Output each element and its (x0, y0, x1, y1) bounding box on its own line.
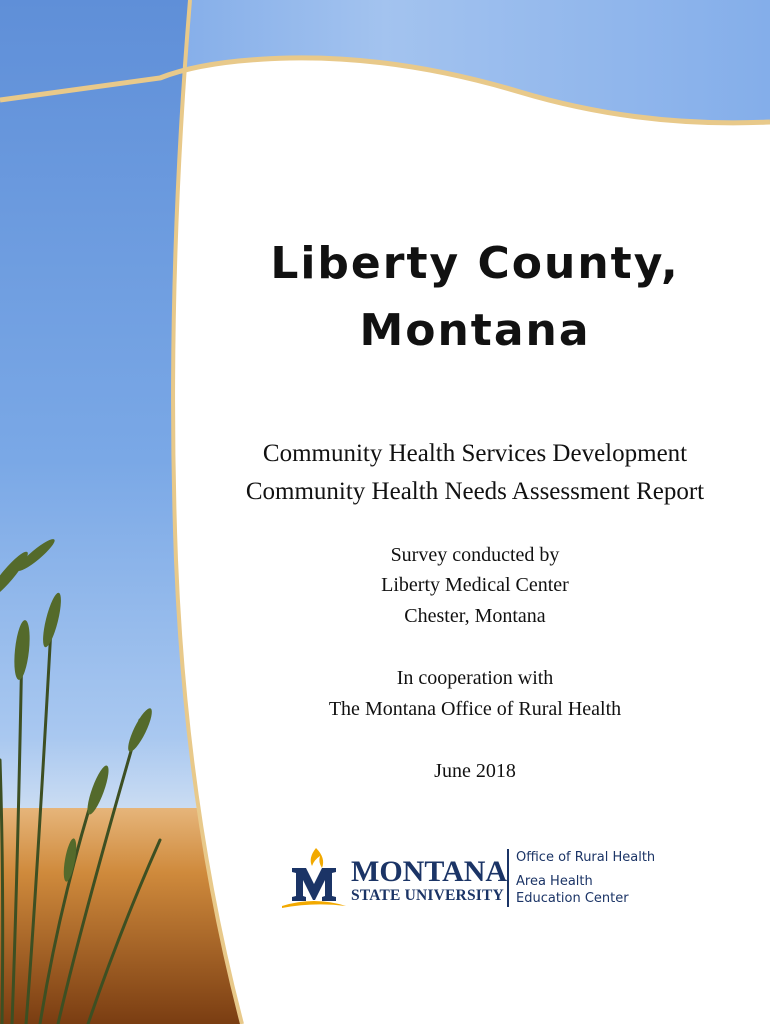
office-line-2: Area Health (516, 874, 593, 889)
msu-logo (278, 846, 678, 916)
msu-name-line-2: STATE UNIVERSITY (351, 887, 504, 904)
survey-line-1: Survey conducted by (390, 544, 560, 566)
office-line-3: Education Center (516, 891, 629, 906)
survey-line-2: Liberty Medical Center (381, 574, 569, 596)
cooperation-line-2: The Montana Office of Rural Health (328, 698, 622, 720)
report-date: June 2018 (434, 760, 516, 782)
report-title-line-1: Liberty County, (270, 238, 680, 289)
report-subtitle-line-2: Community Health Needs Assessment Report (245, 478, 705, 505)
report-title-line-2: Montana (359, 305, 591, 356)
logo-divider (507, 849, 509, 907)
office-line-1: Office of Rural Health (516, 850, 656, 865)
survey-line-3: Chester, Montana (404, 605, 546, 627)
montana-state-m-icon (278, 846, 350, 912)
report-subtitle-line-1: Community Health Services Development (262, 440, 688, 467)
cooperation-line-1: In cooperation with (396, 667, 554, 689)
msu-name-line-1: MONTANA (351, 855, 508, 888)
